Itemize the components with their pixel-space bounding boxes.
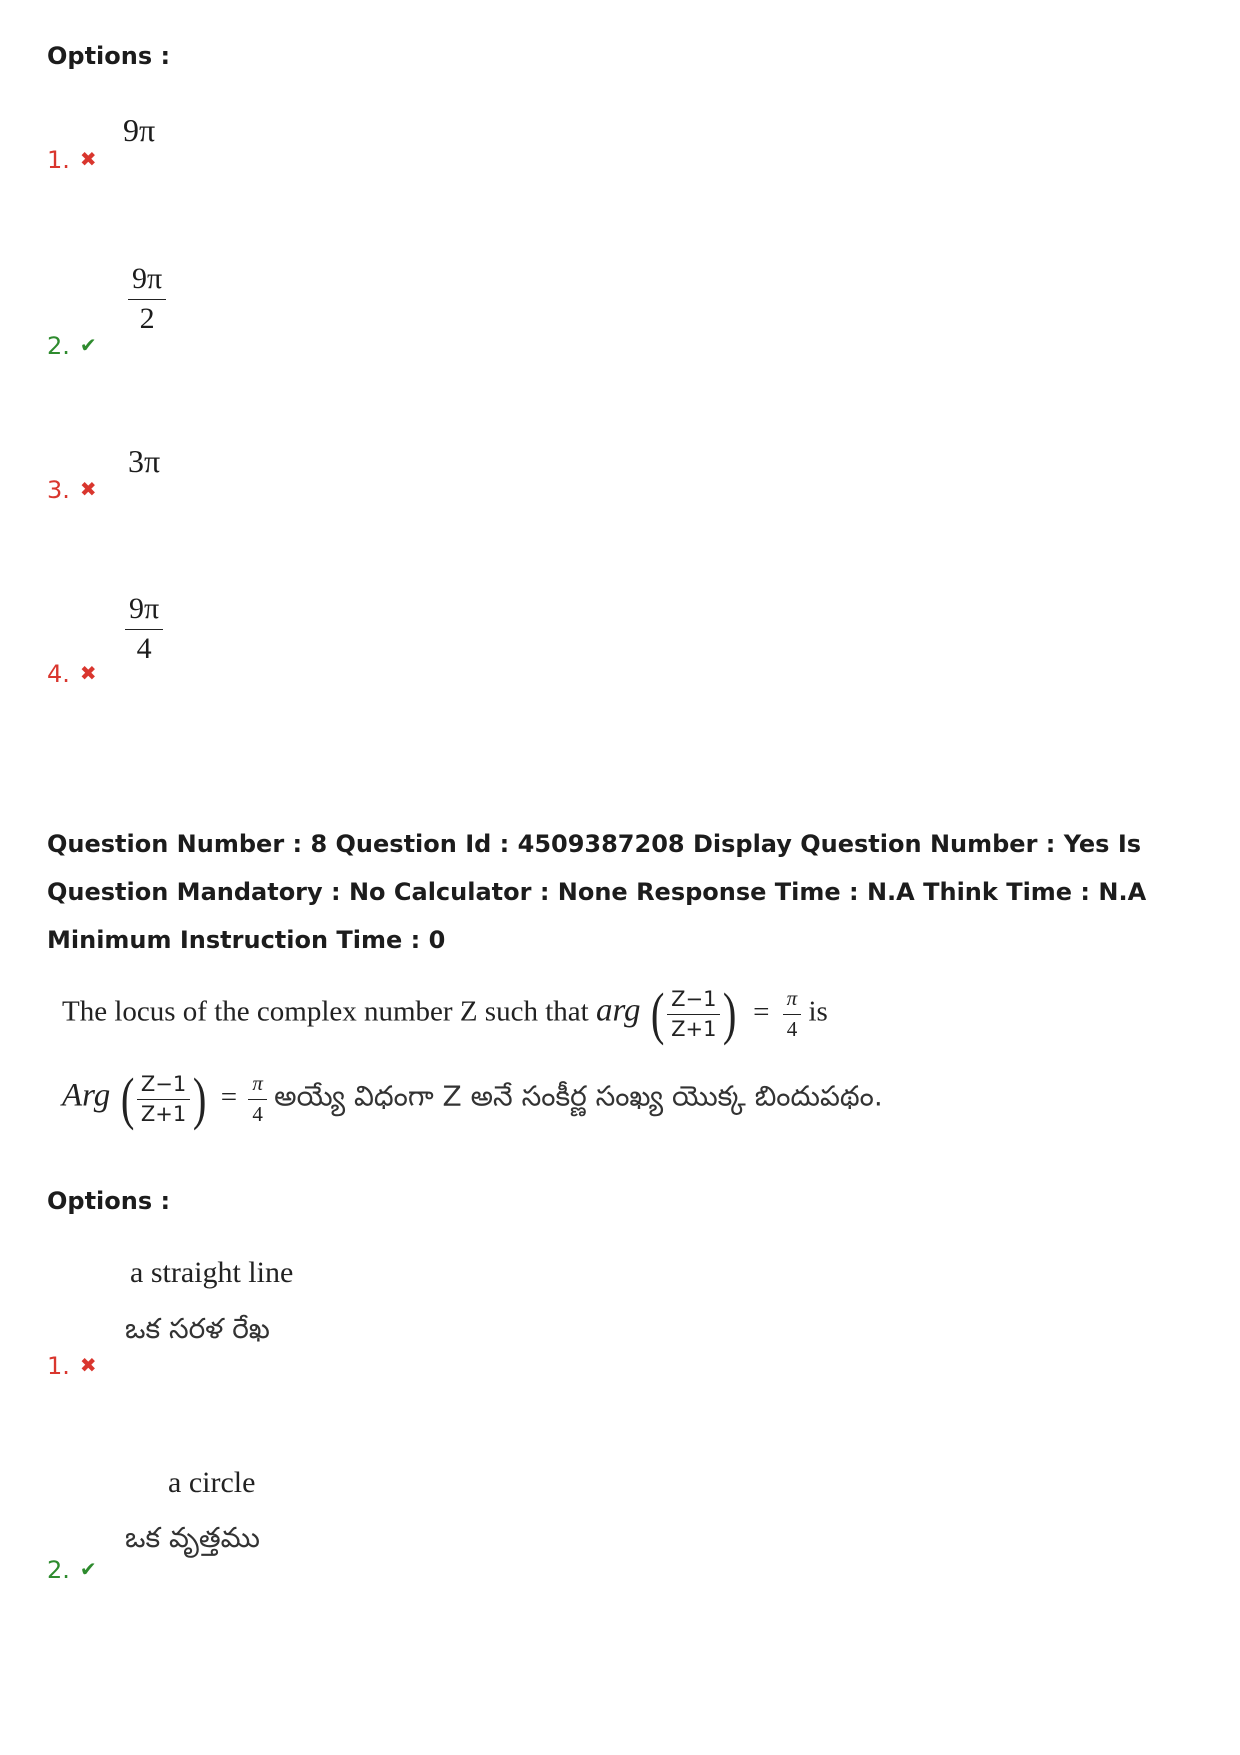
open-paren: ( xyxy=(650,981,665,1046)
cross-icon: ✖ xyxy=(79,477,97,501)
cross-icon: ✖ xyxy=(79,661,97,685)
equals-sign: = xyxy=(220,1080,238,1113)
fraction-bar xyxy=(783,1014,802,1015)
option-number-label: 2. xyxy=(47,1556,70,1584)
fraction-bar xyxy=(128,299,166,300)
rhs-numerator: π xyxy=(786,986,798,1010)
option-number xyxy=(47,332,97,360)
option-number-label: 3. xyxy=(47,476,70,504)
option-number xyxy=(47,476,97,504)
telugu-question-text: అయ్యే విధంగా Z అనే సంకీర్ణ సంఖ్య యొక్క బిందుపథం. xyxy=(274,1079,883,1113)
option-number xyxy=(47,1556,97,1584)
fraction-denominator: Z+1 xyxy=(140,1102,187,1126)
rhs-denominator: 4 xyxy=(786,1017,798,1041)
function-arg: Arg xyxy=(62,1077,111,1114)
fraction-bar xyxy=(248,1099,267,1100)
option-number-label: 2. xyxy=(47,332,70,360)
option-number-label: 1. xyxy=(47,146,70,174)
fraction-denominator: 2 xyxy=(139,302,155,335)
question-suffix: is xyxy=(808,995,828,1028)
fraction-numerator: Z−1 xyxy=(140,1072,187,1096)
question-text-telugu xyxy=(62,1066,883,1131)
question-text-english xyxy=(62,981,828,1046)
cross-icon: ✖ xyxy=(79,1353,97,1377)
fraction-numerator: 9π xyxy=(132,262,163,295)
fraction-denominator: Z+1 xyxy=(671,1017,717,1041)
option-number-label: 1. xyxy=(47,1352,70,1380)
rhs-denominator: 4 xyxy=(252,1102,263,1126)
close-paren: ) xyxy=(723,981,737,1046)
fraction-denominator: 4 xyxy=(136,632,152,665)
options-heading: Options : xyxy=(47,42,171,70)
cross-icon: ✖ xyxy=(79,147,97,171)
fraction-numerator: 9π xyxy=(129,592,160,625)
fraction-bar xyxy=(137,1099,190,1100)
option-number xyxy=(47,1352,97,1380)
equals-sign: = xyxy=(753,995,770,1028)
option-text-english: a circle xyxy=(168,1466,256,1499)
option-expression: 3π xyxy=(128,443,161,479)
question-prefix: The locus of the complex number Z such that xyxy=(62,995,589,1028)
rhs-numerator: π xyxy=(252,1071,263,1095)
option-expression-fraction xyxy=(128,262,166,336)
option-expression-fraction xyxy=(125,592,163,666)
option-text-telugu: ఒక సరళ రేఖ xyxy=(125,1312,270,1345)
question-meta: Question Number : 8 Question Id : 4509387208 Display Question Number : Yes Is Question Mandatory : No Calculator : None Response Time : N.A Think Time : N.A Minimum Instruction Time : 0 xyxy=(47,830,1147,954)
fraction-bar xyxy=(125,629,163,630)
option-number xyxy=(47,660,97,688)
option-expression: 9π xyxy=(123,112,156,148)
open-paren: ( xyxy=(120,1066,134,1131)
option-text-telugu: ఒక వృత్తము xyxy=(125,1521,260,1554)
option-text-english: a straight line xyxy=(130,1256,294,1289)
function-arg: arg xyxy=(595,992,641,1029)
options-heading: Options : xyxy=(47,1187,171,1215)
check-icon: ✔ xyxy=(79,1557,97,1581)
fraction-bar xyxy=(667,1014,720,1015)
fraction-numerator: Z−1 xyxy=(671,987,717,1011)
check-icon: ✔ xyxy=(79,333,97,357)
close-paren: ) xyxy=(193,1066,207,1131)
option-number-label: 4. xyxy=(47,660,70,688)
option-number xyxy=(47,146,97,174)
